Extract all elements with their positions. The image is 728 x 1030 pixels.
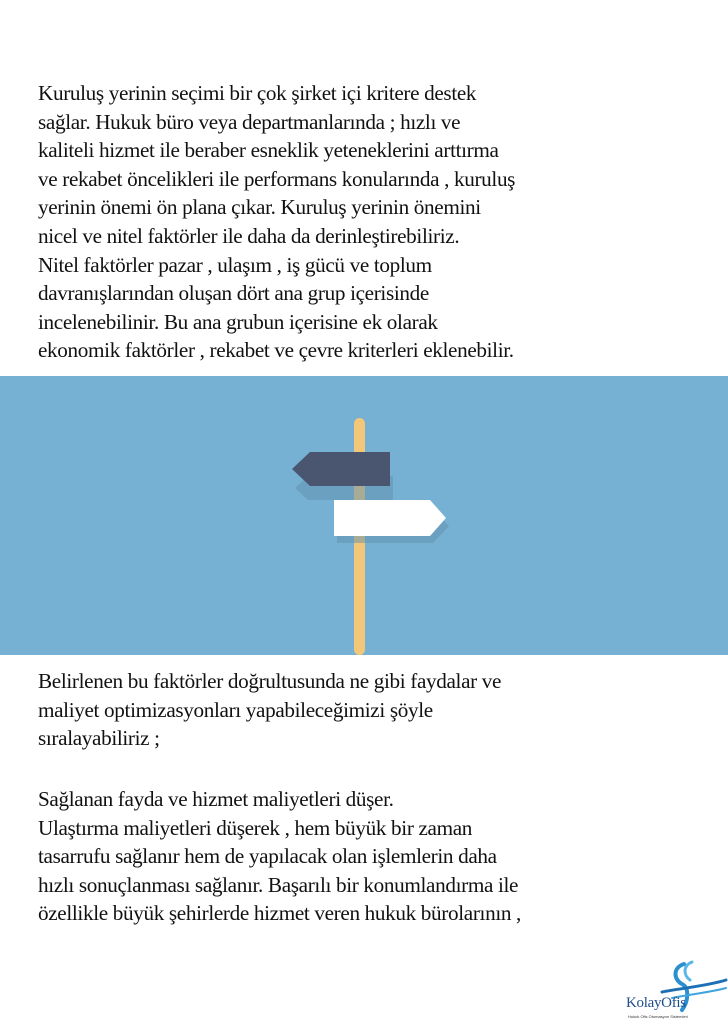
- right-arrow-sign: [334, 500, 446, 536]
- text-line: ve rekabet öncelikleri ile performans konularında , kuruluş: [38, 166, 516, 191]
- text-line: Kuruluş yerinin seçimi bir çok şirket içi kritere destek: [38, 81, 477, 105]
- text-line: Ulaştırma maliyetleri düşerek , hem büyük bir zaman: [38, 815, 473, 840]
- text-line: incelenebilinir. Bu ana grubun içerisine ek olarak: [38, 309, 438, 334]
- benefits-intro-paragraph: [38, 667, 728, 753]
- left-arrow-sign: [292, 452, 390, 486]
- text-line: davranışlarından oluşan dört ana grup içerisinde: [38, 281, 429, 306]
- intro-paragraph: [38, 79, 728, 365]
- logo-name: KolayOfis: [626, 995, 686, 1011]
- signpost-banner: [0, 376, 728, 655]
- text-line: hızlı sonuçlanması sağlanır. Başarılı bir konumlandırma ile: [38, 872, 519, 897]
- text-line: yerinin önemi ön plana çıkar. Kuruluş yerinin önemini: [38, 195, 481, 220]
- text-line: ekonomik faktörler , rekabet ve çevre kriterleri eklenebilir.: [38, 338, 514, 363]
- text-line: Belirlenen bu faktörler doğrultusunda ne gibi faydalar ve: [38, 669, 502, 693]
- text-line: sıralayabiliriz ;: [38, 726, 160, 751]
- logo-tagline: Hukuk Ofis Otomasyon Sistemleri: [628, 1014, 688, 1019]
- text-line: maliyet optimizasyonları yapabileceğimizi şöyle: [38, 697, 433, 722]
- text-line: nicel ve nitel faktörler ile daha da derinleştirebiliriz.: [38, 223, 460, 248]
- benefits-paragraph: [38, 785, 728, 928]
- signpost-icon: [0, 376, 728, 655]
- text-line: kaliteli hizmet ile beraber esneklik yeteneklerini arttırma: [38, 138, 499, 163]
- text-line: tasarrufu sağlanır hem de yapılacak olan işlemlerin daha: [38, 844, 497, 869]
- text-line: Nitel faktörler pazar , ulaşım , iş gücü ve toplum: [38, 252, 432, 277]
- kolayofis-logo: [622, 958, 728, 1024]
- text-line: sağlar. Hukuk büro veya departmanlarında ; hızlı ve: [38, 109, 461, 134]
- text-line: özellikle büyük şehirlerde hizmet veren hukuk bürolarının ,: [38, 901, 521, 926]
- text-line: Sağlanan fayda ve hizmet maliyetleri düşer.: [38, 787, 394, 811]
